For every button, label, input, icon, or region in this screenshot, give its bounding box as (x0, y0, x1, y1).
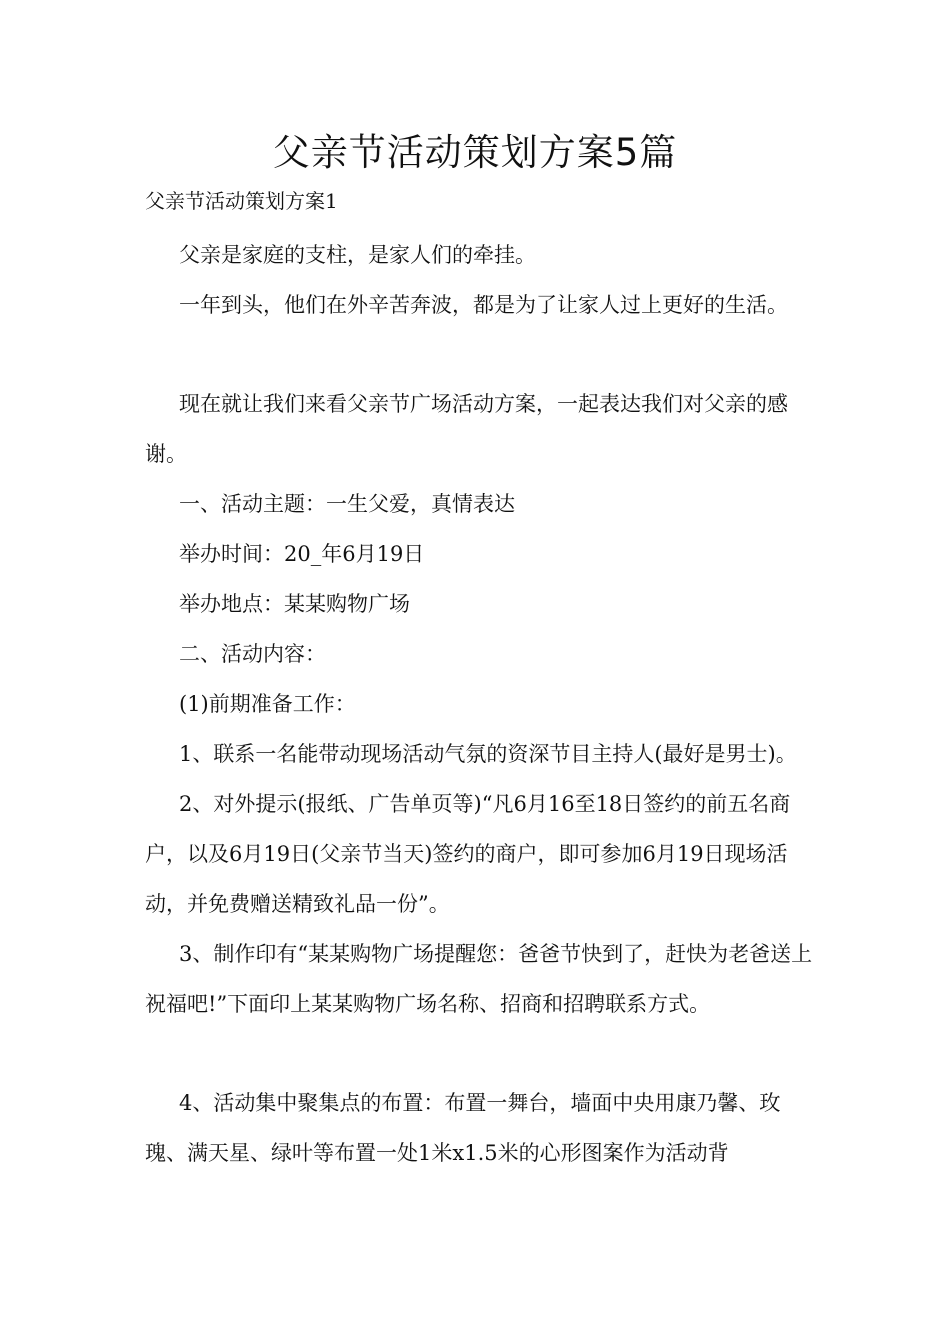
section-heading: 父亲节活动策划方案1 (145, 189, 338, 213)
paragraph-gap (145, 330, 815, 379)
paragraph: (1)前期准备工作： (179, 692, 356, 716)
paragraph: 一年到头，他们在外辛苦奔波，都是为了让家人过上更好的生活。 (179, 293, 788, 317)
paragraph: 二、活动内容： (179, 642, 326, 666)
paragraph-gap (145, 1029, 815, 1078)
paragraph: 现在就让我们来看父亲节广场活动方案，一起表达我们对父亲的感谢。 (145, 392, 788, 466)
paragraph: 1、联系一名能带动现场活动气氛的资深节目主持人(最好是男士)。 (179, 742, 797, 766)
paragraph: 举办地点：某某购物广场 (179, 592, 410, 616)
paragraph: 3、制作印有“某某购物广场提醒您：爸爸节快到了，赶快为老爸送上祝福吧!”下面印上某某购物广场名称、招商和招聘联系方式。 (145, 942, 813, 1016)
document-body (145, 230, 815, 1178)
paragraph: 举办时间：20_年6月19日 (179, 542, 425, 566)
paragraph: 4、活动集中聚集点的布置：布置一舞台，墙面中央用康乃馨、玫瑰、满天星、绿叶等布置一处1米x1.5米的心形图案作为活动背 (145, 1091, 781, 1165)
paragraph: 一、活动主题：一生父爱，真情表达 (179, 492, 515, 516)
paragraph: 2、对外提示(报纸、广告单页等)“凡6月16至18日签约的前五名商户，以及6月19日(父亲节当天)签约的商户，即可参加6月19日现场活动，并免费赠送精致礼品一份”。 (145, 792, 791, 916)
document-title: 父亲节活动策划方案5篇 (272, 131, 678, 174)
paragraph: 父亲是家庭的支柱，是家人们的牵挂。 (179, 243, 536, 267)
